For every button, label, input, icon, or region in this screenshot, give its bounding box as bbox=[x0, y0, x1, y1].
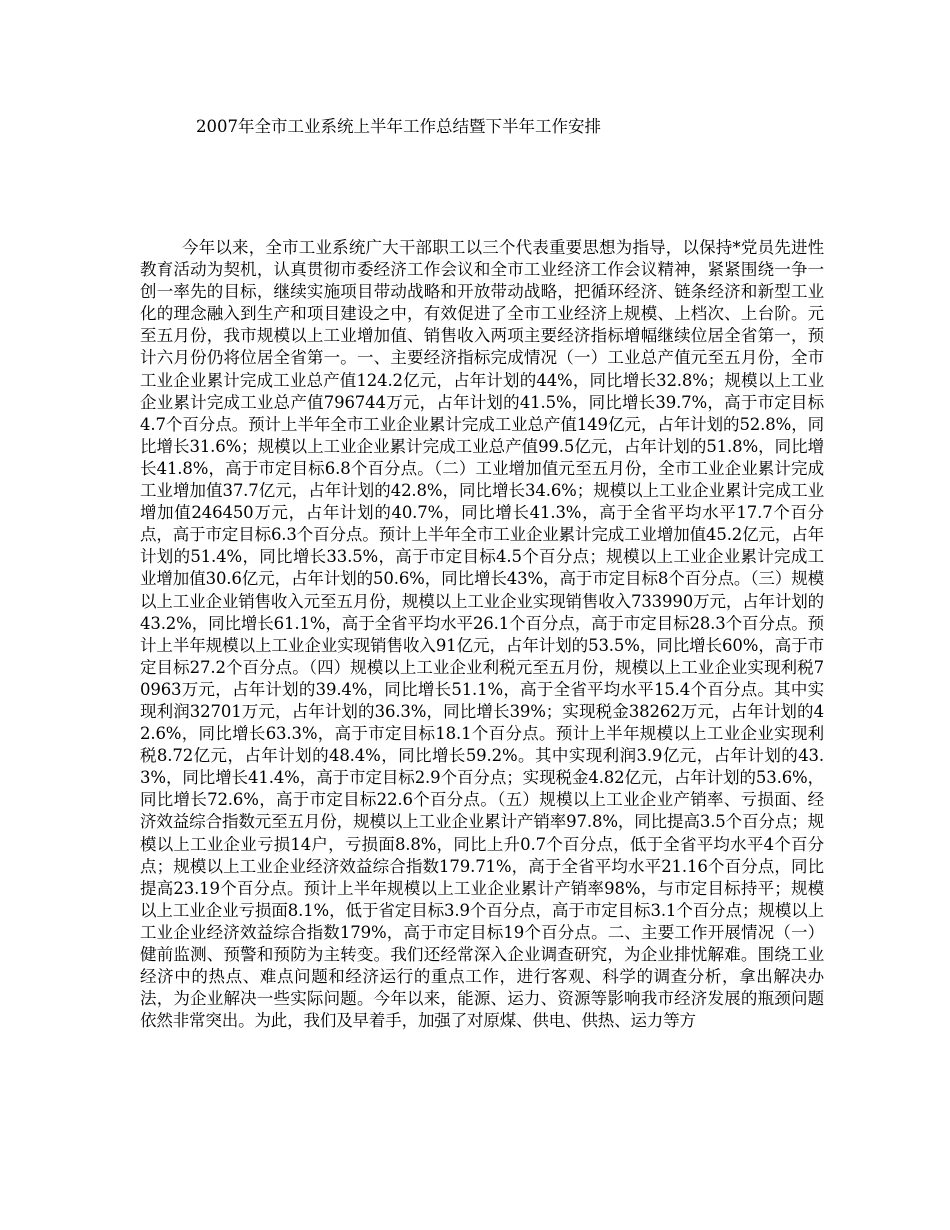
document-title: 2007年全市工业系统上半年工作总结暨下半年工作安排 bbox=[196, 117, 601, 136]
document-body-paragraph: 今年以来，全市工业系统广大干部职工以三个代表重要思想为指导，以保持*党员先进性教育活动为契机，认真贯彻市委经济工作会议和全市工业经济工作会议精神，紧紧围绕一争一创一率先的目标，继续实施项目带动战略和开放带动战略，把循环经济、链条经济和新型工业化的理念融入到生产和项目建设之中，有效促进了全市工业经济上规模、上档次、上台阶。元至五月份，我市规模以上工业增加值、销售收入两项主要经济指标增幅继续位居全省第一，预计六月份仍将位居全省第一。一、主要经济指标完成情况（一）工业总产值元至五月份，全市工业企业累计完成工业总产值124.2亿元，占年计划的44%，同比增长32.8%；规模以上工业企业累计完成工业总产值796744万元，占年计划的41.5%，同比增长39.7%，高于市定目标4.7个百分点。预计上半年全市工业企业累计完成工业总产值149亿元，占年计划的52.8%，同比增长31.6%；规模以上工业企业累计完成工业总产值99.5亿元，占年计划的51.8%，同比增长41.8%，高于市定目标6.8个百分点。（二）工业增加值元至五月份，全市工业企业累计完成工业增加值37.7亿元，占年计划的42.8%，同比增长34.6%；规模以上工业企业累计完成工业增加值246450万元，占年计划的40.7%，同比增长41.3%，高于全省平均水平17.7个百分点，高于市定目标6.3个百分点。预计上半年全市工业企业累计完成工业增加值45.2亿元，占年计划的51.4%，同比增长33.5%，高于市定目标4.5个百分点；规模以上工业企业累计完成工业增加值30.6亿元，占年计划的50.6%，同比增长43%，高于市定目标8个百分点。（三）规模以上工业企业销售收入元至五月份，规模以上工业企业实现销售收入733990万元，占年计划的43.2%，同比增长61.1%，高于全省平均水平26.1个百分点，高于市定目标28.3个百分点。预计上半年规模以上工业企业实现销售收入91亿元，占年计划的53.5%，同比增长60%，高于市定目标27.2个百分点。（四）规模以上工业企业利税元至五月份，规模以上工业企业实现利税70963万元，占年计划的39.4%，同比增长51.1%，高于全省平均水平15.4个百分点。其中实现利润32701万元，占年计划的36.3%，同比增长39%；实现税金38262万元，占年计划的42.6%，同比增长63.3%，高于市定目标18.1个百分点。预计上半年规模以上工业企业实现利税8.72亿元，占年计划的48.4%，同比增长59.2%。其中实现利润3.9亿元，占年计划的43.3%，同比增长41.4%，高于市定目标2.9个百分点；实现税金4.82亿元，占年计划的53.6%，同比增长72.6%，高于市定目标22.6个百分点。（五）规模以上工业企业产销率、亏损面、经济效益综合指数元至五月份，规模以上工业企业累计产销率97.8%，同比提高3.5个百分点；规模以上工业企业亏损14户，亏损面8.8%，同比上升0.7个百分点，低于全省平均水平4个百分点；规模以上工业企业经济效益综合指数179.71%，高于全省平均水平21.16个百分点，同比提高23.19个百分点。预计上半年规模以上工业企业累计产销率98%，与市定目标持平；规模以上工业企业亏损面8.1%，低于省定目标3.9个百分点，高于市定目标3.1个百分点；规模以上工业企业经济效益综合指数179%，高于市定目标19个百分点。二、主要工作开展情况（一）健前监测、预警和预防为主转变。我们还经常深入企业调查研究，为企业排忧解难。围绕工业经济中的热点、难点问题和经济运行的重点工作，进行客观、科学的调查分析，拿出解决办法，为企业解决一些实际问题。今年以来，能源、运力、资源等影响我市经济发展的瓶颈问题依然非常突出。为此，我们及早着手，加强了对原煤、供电、供热、运力等方 bbox=[140, 238, 824, 1031]
